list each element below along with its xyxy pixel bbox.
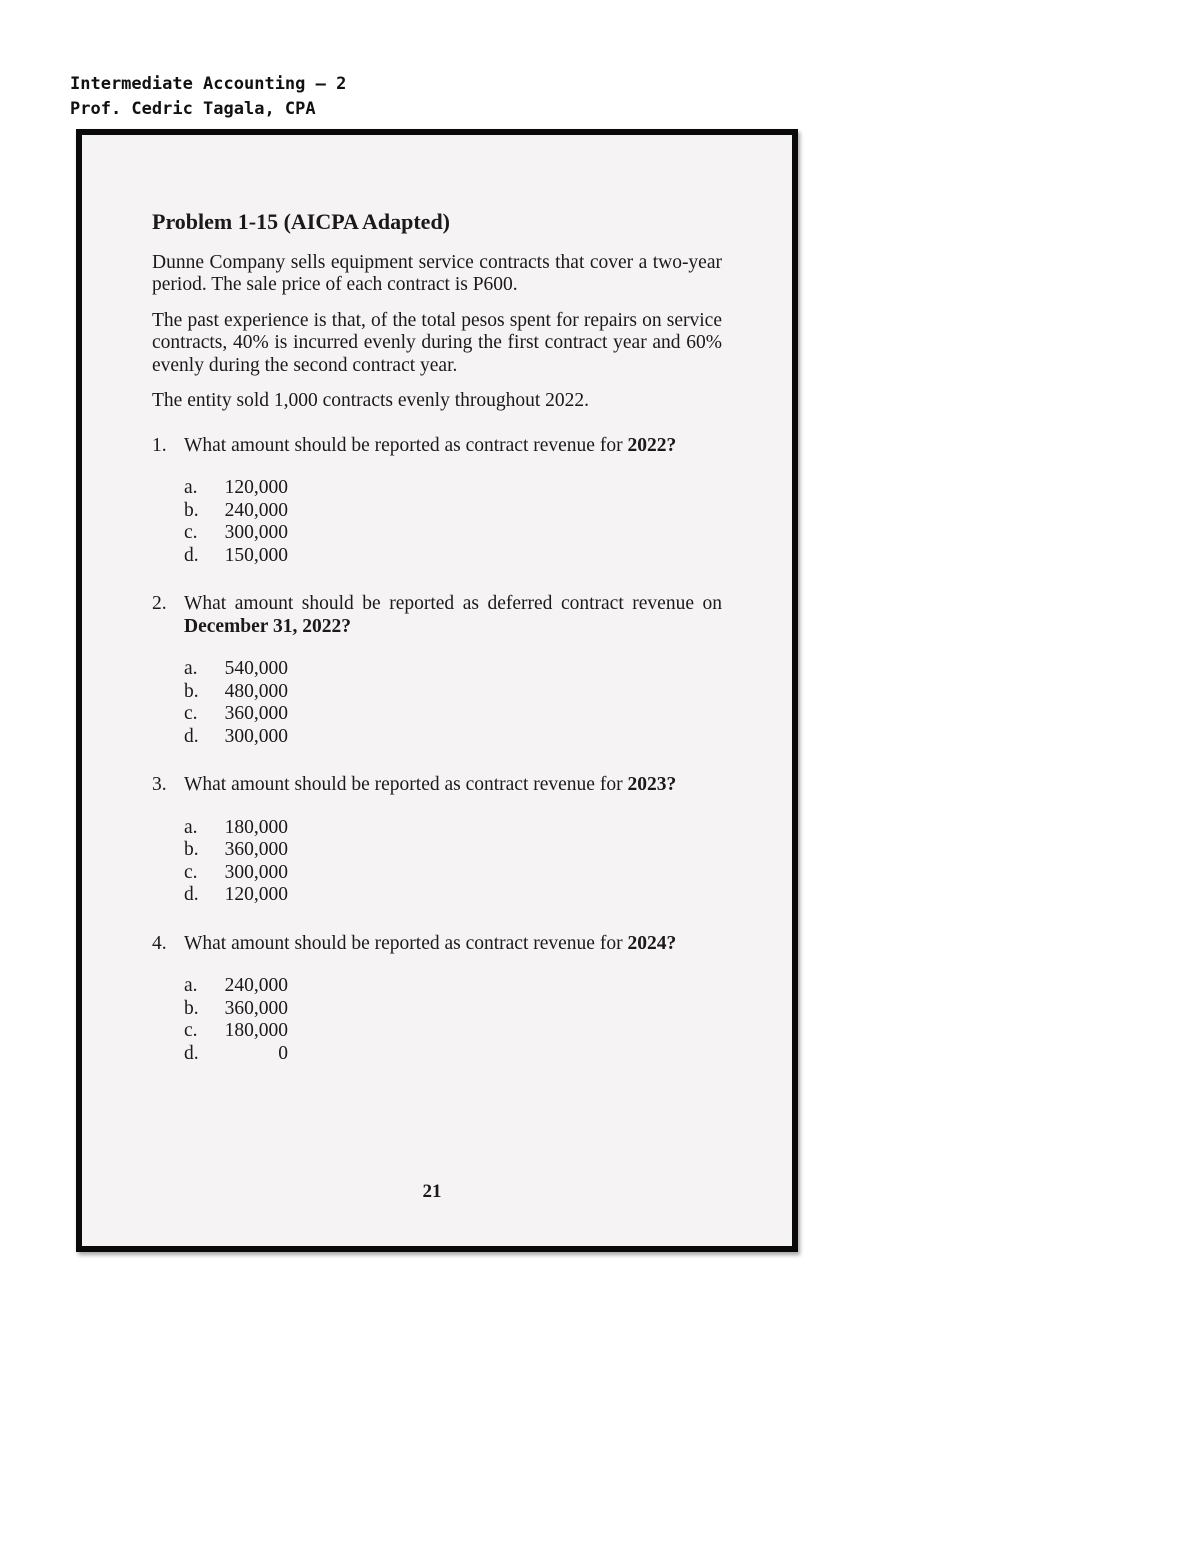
question-number: 1. <box>152 434 167 456</box>
option-letter: d. <box>184 1042 199 1064</box>
problem-paragraph: The past experience is that, of the total pesos spent for repairs on service contracts, 40% is incurred evenly during the first contract year and 60% evenly during the second contract year. <box>152 309 722 376</box>
option-value: 360,000 <box>224 703 288 724</box>
question-2-options <box>184 658 722 748</box>
option-letter: b. <box>184 839 199 860</box>
question-3 <box>152 774 722 797</box>
option-value: 150,000 <box>224 544 288 566</box>
question-text <box>184 774 722 797</box>
option-value: 0 <box>278 1042 288 1064</box>
option-letter: c. <box>184 703 198 724</box>
problem-content <box>152 211 722 1065</box>
option-letter: a. <box>184 477 198 498</box>
option-a <box>184 477 722 500</box>
option-letter: b. <box>184 997 199 1019</box>
option-letter: b. <box>184 680 199 702</box>
option-a <box>184 817 722 840</box>
question-text-main: What amount should be reported as deferred contract revenue on <box>184 593 722 614</box>
question-text <box>184 435 722 458</box>
option-letter: c. <box>184 522 198 543</box>
question-number: 4. <box>152 932 167 954</box>
option-value: 300,000 <box>224 522 288 543</box>
document-header <box>70 72 346 122</box>
option-c <box>184 1020 722 1043</box>
question-1-options <box>184 477 722 567</box>
option-value: 480,000 <box>224 680 288 702</box>
question-1 <box>152 435 722 458</box>
option-a <box>184 658 722 681</box>
option-d <box>184 884 722 907</box>
option-value: 120,000 <box>224 477 288 498</box>
option-d <box>184 545 722 568</box>
problem-title: Problem 1-15 (AICPA Adapted) <box>152 209 451 234</box>
question-text <box>184 593 722 638</box>
option-b <box>184 998 722 1021</box>
option-value: 180,000 <box>224 1020 288 1041</box>
question-text-main: What amount should be reported as contract revenue for <box>184 434 623 456</box>
option-value: 240,000 <box>224 975 288 996</box>
option-letter: d. <box>184 884 199 905</box>
option-d <box>184 1043 722 1066</box>
textbook-page-image <box>76 129 798 1252</box>
option-letter: d. <box>184 725 199 747</box>
question-text-main: What amount should be reported as contract revenue for <box>184 932 623 954</box>
option-value: 360,000 <box>224 839 288 860</box>
problem-paragraph: Dunne Company sells equipment service contracts that cover a two-year period. The sale price of each contract is P600. <box>152 251 722 295</box>
problem-paragraph: The entity sold 1,000 contracts evenly throughout 2022. <box>152 390 590 411</box>
option-c <box>184 522 722 545</box>
option-b <box>184 681 722 704</box>
option-value: 120,000 <box>224 884 288 905</box>
question-2 <box>152 593 722 638</box>
option-letter: a. <box>184 816 198 838</box>
option-value: 180,000 <box>224 816 288 838</box>
option-d <box>184 726 722 749</box>
question-text-bold: 2023? <box>627 774 677 795</box>
question-4 <box>152 933 722 956</box>
question-number: 3. <box>152 774 167 795</box>
question-text <box>184 933 722 956</box>
option-value: 300,000 <box>224 861 288 883</box>
option-c <box>184 703 722 726</box>
option-value: 540,000 <box>224 658 288 679</box>
question-4-options <box>184 975 722 1065</box>
course-title: Intermediate Accounting – 2 <box>70 74 347 94</box>
option-a <box>184 975 722 998</box>
question-text-main: What amount should be reported as contract revenue for <box>184 774 623 795</box>
option-b <box>184 500 722 523</box>
question-text-bold: 2024? <box>627 932 677 954</box>
page-number: 21 <box>422 1181 442 1202</box>
question-number: 2. <box>152 593 167 614</box>
professor-name: Prof. Cedric Tagala, CPA <box>70 99 316 119</box>
option-letter: a. <box>184 975 198 996</box>
option-value: 300,000 <box>224 725 288 747</box>
option-c <box>184 862 722 885</box>
question-3-options <box>184 817 722 907</box>
option-letter: b. <box>184 499 199 521</box>
option-b <box>184 839 722 862</box>
option-letter: c. <box>184 1020 198 1041</box>
option-letter: c. <box>184 861 198 883</box>
question-text-bold: 2022? <box>627 434 677 456</box>
option-value: 240,000 <box>224 499 288 521</box>
question-text-bold: December 31, 2022? <box>184 615 351 637</box>
option-letter: a. <box>184 658 198 679</box>
option-letter: d. <box>184 544 199 566</box>
option-value: 360,000 <box>224 997 288 1019</box>
